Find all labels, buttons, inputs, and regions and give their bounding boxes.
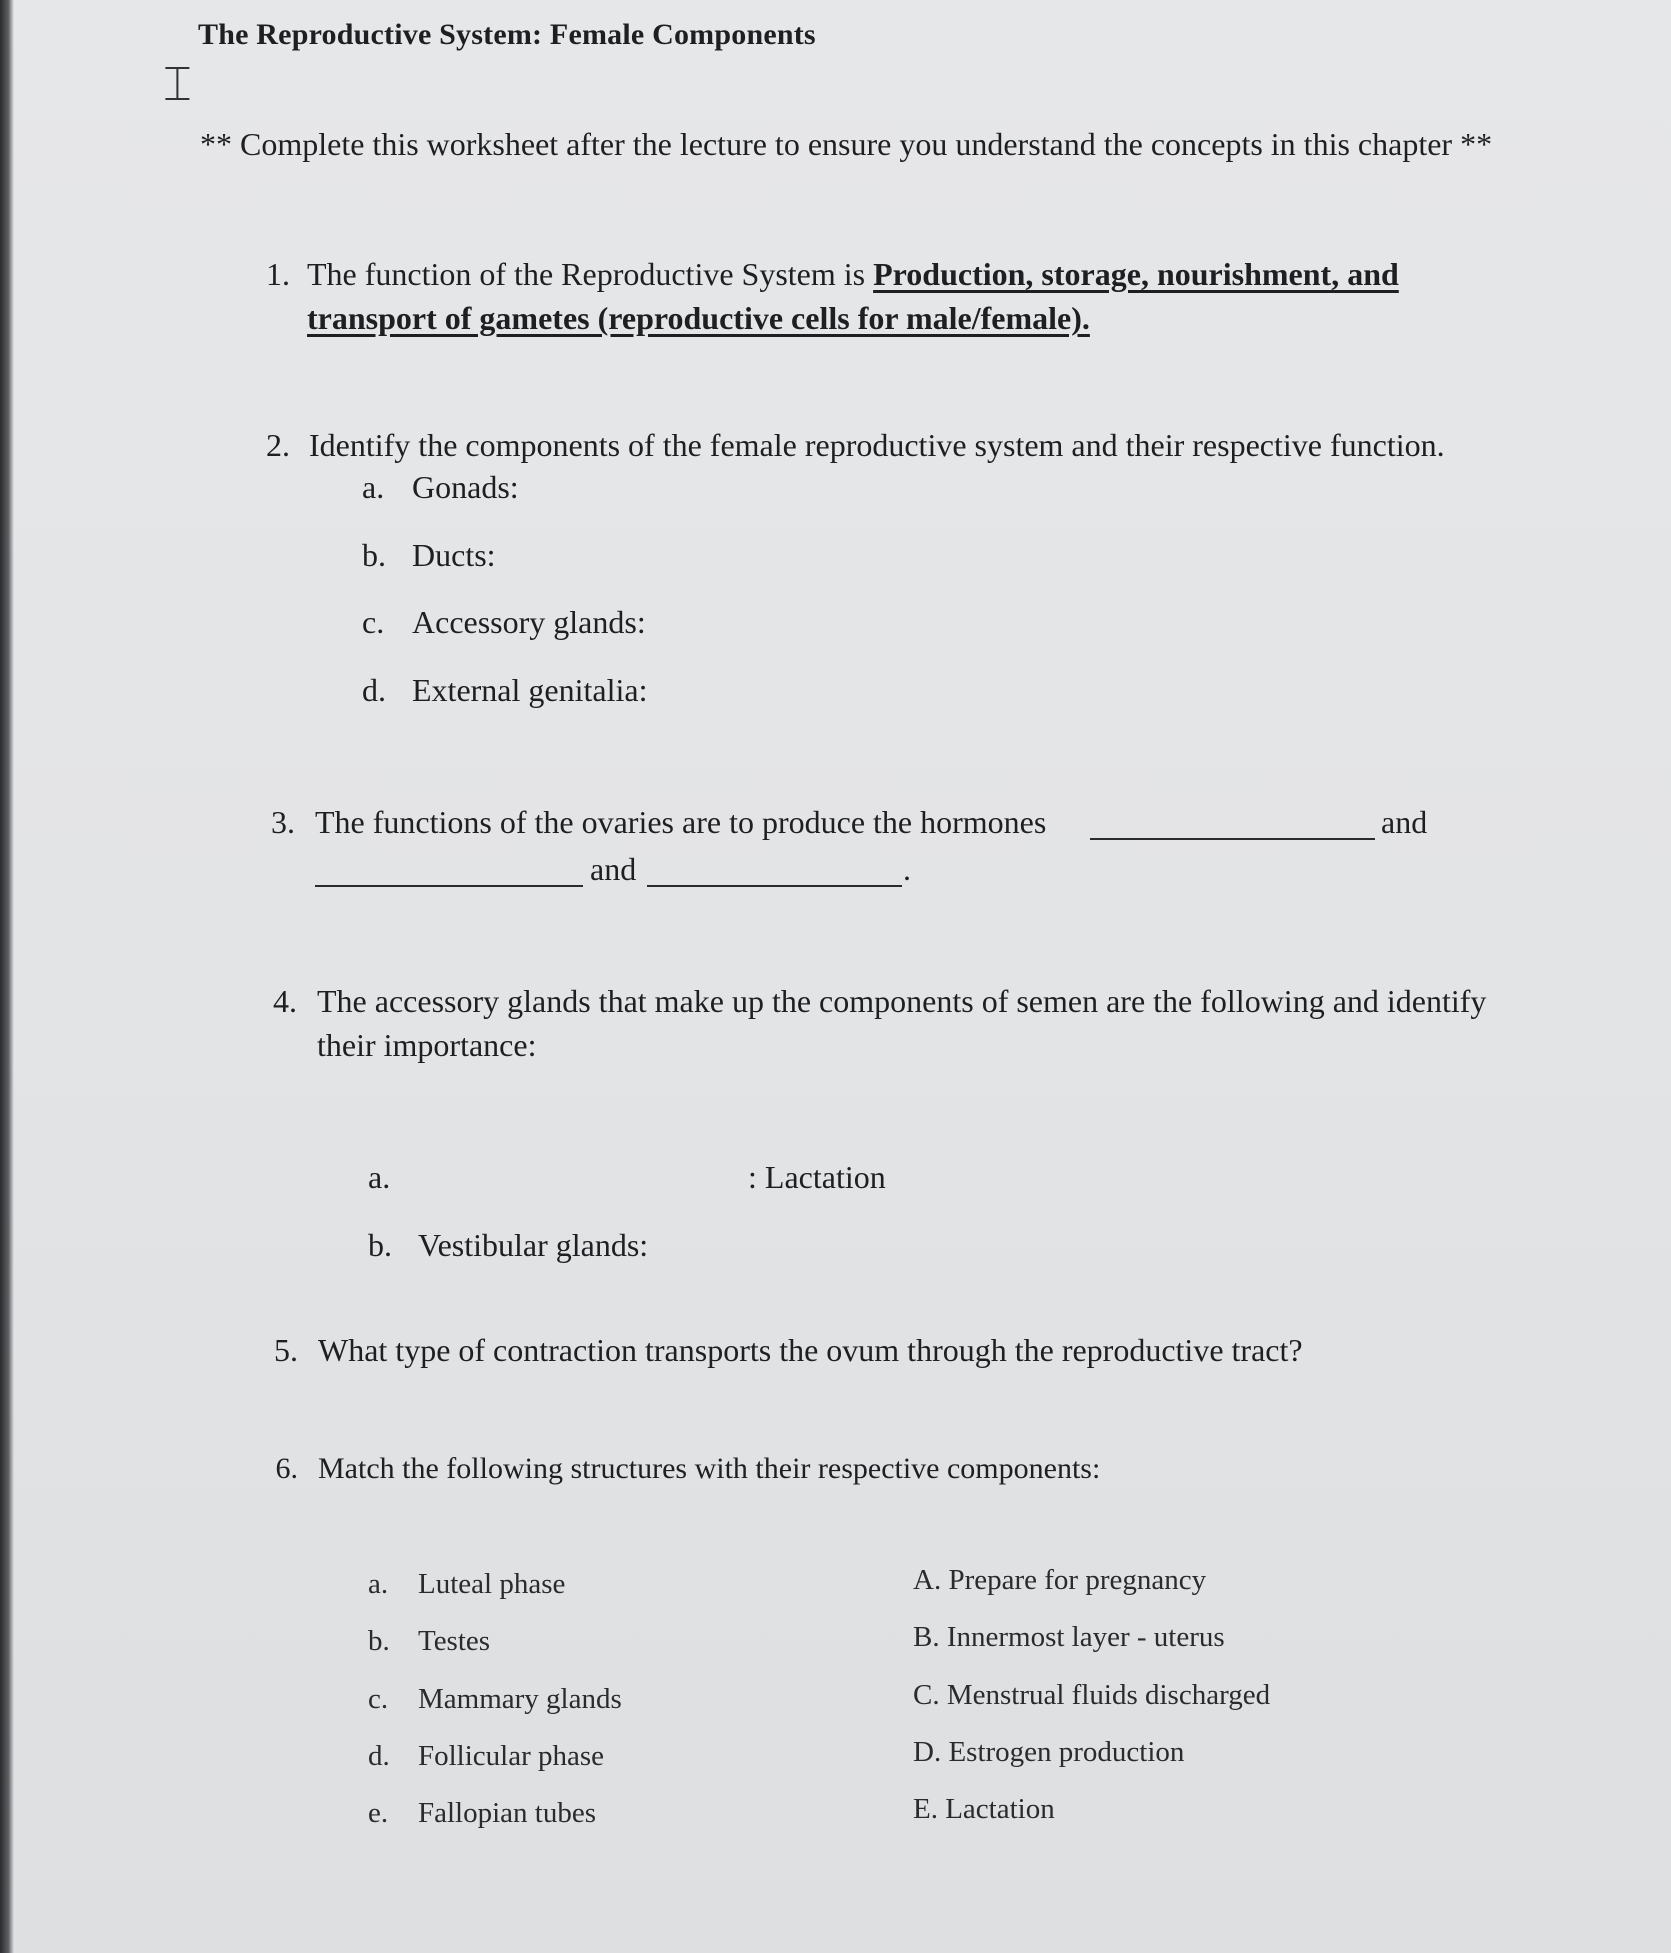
- question-2-number: 2.: [266, 427, 290, 463]
- question-4-number: 4.: [273, 983, 297, 1019]
- worksheet-title: The Reproductive System: Female Components: [198, 18, 816, 51]
- question-6-number: 6.: [275, 1452, 298, 1485]
- worksheet-intro: ** Complete this worksheet after the lecture to ensure you understand the concepts in this chapter **: [200, 126, 1493, 162]
- hormone-blank-3[interactable]: [647, 885, 902, 887]
- item-letter: a.: [368, 1159, 391, 1195]
- question-3-number: 3.: [271, 804, 295, 840]
- item-a-lactation: : Lactation: [748, 1159, 886, 1195]
- question-2-item-b: [362, 535, 496, 575]
- item-label: External genitalia:: [412, 672, 648, 708]
- match-right-a: A. Prepare for pregnancy: [913, 1564, 1207, 1596]
- item-letter: c.: [362, 604, 385, 640]
- question-2-item-d: [362, 670, 647, 710]
- match-label: Follicular phase: [418, 1740, 605, 1772]
- question-1-text: [307, 252, 1487, 340]
- match-letter: e.: [368, 1797, 389, 1829]
- hormone-blank-1[interactable]: [1090, 838, 1375, 840]
- match-label: Fallopian tubes: [418, 1797, 597, 1829]
- match-right-e: E. Lactation: [913, 1793, 1055, 1825]
- item-label: Accessory glands:: [412, 604, 646, 640]
- match-label: Mammary glands: [418, 1683, 622, 1715]
- match-label: Testes: [418, 1625, 491, 1657]
- match-left-b: [368, 1623, 490, 1659]
- item-label: Ducts:: [412, 537, 496, 573]
- question-5-text: What type of contraction transports the ovum through the reproductive tract?: [318, 1332, 1303, 1368]
- photo-edge-shadow: [0, 0, 14, 1953]
- match-right-c: C. Menstrual fluids discharged: [913, 1679, 1271, 1711]
- question-4-text: The accessory glands that make up the components of semen are the following and identify their importance:: [317, 983, 1487, 1063]
- question-5-number: 5.: [274, 1332, 298, 1368]
- question-3: [255, 800, 1555, 900]
- item-letter: a.: [362, 469, 385, 505]
- question-3-and-1: and: [1381, 804, 1428, 840]
- match-letter: a.: [368, 1568, 389, 1600]
- hormone-blank-2[interactable]: [315, 885, 583, 887]
- item-label: Gonads:: [412, 469, 519, 505]
- question-2-item-a: [362, 467, 519, 507]
- question-6-text: Match the following structures with their respective components:: [318, 1452, 1101, 1485]
- match-right-d: D. Estrogen production: [913, 1736, 1185, 1768]
- text-cursor-icon: ⌶: [163, 56, 192, 112]
- match-left-c: [368, 1681, 622, 1717]
- question-4-item-a: [368, 1157, 968, 1197]
- question-1-number: 1.: [266, 256, 290, 292]
- match-left-d: [368, 1738, 604, 1774]
- question-3-text: The functions of the ovaries are to produce the hormones: [315, 804, 1047, 840]
- item-letter: d.: [362, 672, 386, 708]
- match-letter: c.: [368, 1683, 389, 1715]
- match-right-b: B. Innermost layer - uterus: [913, 1621, 1225, 1653]
- match-left-a: [368, 1566, 565, 1602]
- question-2-text: Identify the components of the female reproductive system and their respective function.: [309, 427, 1445, 463]
- item-label: Vestibular glands:: [418, 1227, 649, 1263]
- question-2-item-c: [362, 602, 646, 642]
- question-1-answer: Production, storage, nourishment, and transport of gametes (reproductive cells for male/female).: [307, 256, 1399, 336]
- item-letter: b.: [368, 1227, 392, 1263]
- question-4-item-b: [368, 1225, 648, 1265]
- question-3-period: .: [903, 851, 911, 887]
- match-letter: b.: [368, 1625, 390, 1657]
- question-1-prefix: The function of the Reproductive System is: [307, 256, 874, 292]
- item-letter: b.: [362, 537, 386, 573]
- question-3-and-2: and: [590, 851, 637, 887]
- match-letter: d.: [368, 1740, 390, 1772]
- match-label: Luteal phase: [418, 1568, 566, 1600]
- match-left-e: [368, 1795, 596, 1831]
